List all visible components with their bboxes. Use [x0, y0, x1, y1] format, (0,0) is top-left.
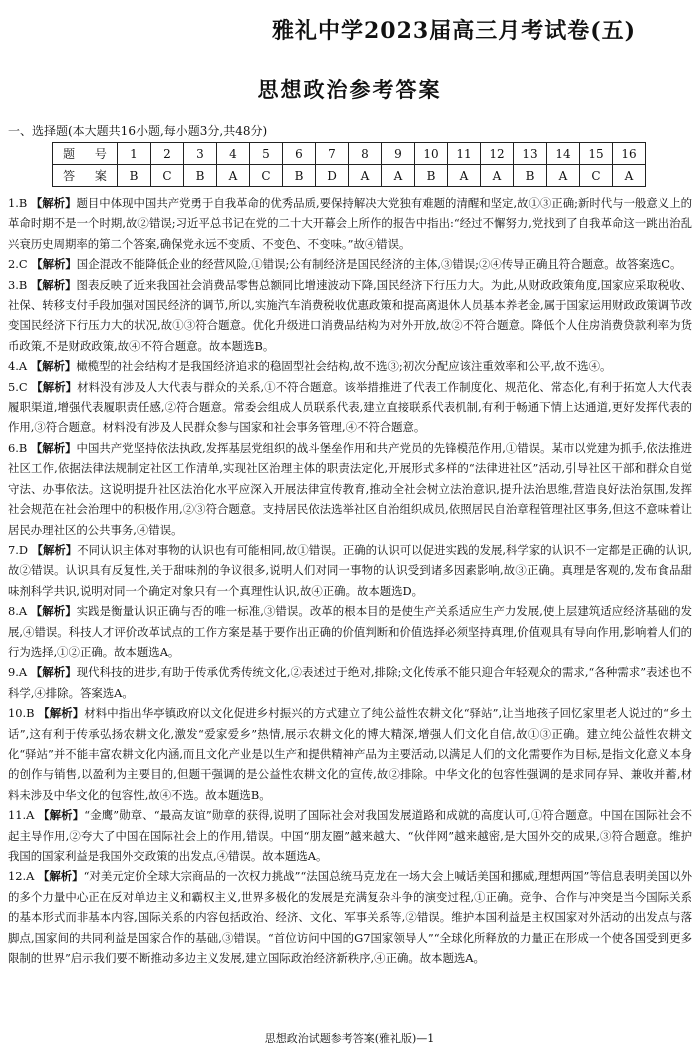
analysis-tag: 【解析】: [31, 542, 78, 557]
explanation-text: 题目中体现中国共产党勇于自我革命的优秀品质,要保持解决大党独有难题的清醒和坚定,故①③正确;新时代与一般意义上的革命时期不是一个时期,故②错误;习近平总书记在党的二十大开幕会上所作的报告中指出:“经过不懈努力,党找到了自我革命这一跳出治乱兴衰历史周期率的第二个答案,确保党永远不变质、不变色、不变味。”故④错误。: [8, 196, 692, 251]
question-answer-label: 2.C: [8, 257, 32, 272]
question-number-cell: 1: [118, 143, 151, 165]
explanation-text: “金鹰”勋章、“最高友谊”勋章的获得,说明了国际社会对我国发展道路和成就的高度认可,①符合题意。中国在国际社会不起主导作用,②夸大了中国在国际社会上的作用,错误。中国“朋友圈”越来越大、“伙伴网”越来越密,是大国外交的成果,③符合题意。维护我国的国家利益是我国外交政策的出发点,④错误。故本题选A。: [8, 808, 692, 863]
explanation-text-block: [8, 866, 692, 968]
analysis-tag: 【解析】: [30, 665, 77, 680]
answer-table-row-answers: [53, 165, 646, 187]
answer-cell: A: [349, 165, 382, 187]
question-answer-label: 12.A: [8, 869, 38, 884]
explanation-item: [8, 193, 692, 254]
analysis-tag: 【解析】: [30, 440, 77, 455]
explanation-text: 材料中指出华亭镇政府以文化促进乡村振兴的方式建立了纯公益性农耕文化“驿站”,让当地孩子回忆家里老人说过的“乡土话”,这有利于传承弘扬农耕文化,激发“爱家爱乡”热情,展示农耕文化的博大精深,增强人们文化自信,故①③正确。建立纯公益性农耕文化“驿站”并不能丰富农耕文化内涵,而且文化产业是以生产和提供精神产品为主要活动,以满足人们的文化需要作为目标,是指文化意义本身的创作与销售,以盈利为主要目的,但题干强调的是公益性农耕文化的宣传,故②排除。中华文化的包容性强调的是求同存异、兼收并蓄,材料未涉及中华文化的包容性,故④不选。故本题选B。: [8, 706, 692, 802]
page-title: 思想政治参考答案: [257, 77, 442, 102]
question-number-cell: 10: [415, 143, 448, 165]
answer-cell: A: [448, 165, 481, 187]
explanation-text: 图表反映了近来我国社会消费品零售总额同比增速波动下降,国民经济下行压力大。为此,从财政政策角度,国家应采取税收、社保、转移支付手段加强对国民经济的调节,所以,实施汽车消费税收优惠政策和提高离退休人员基本养老金,属于国家运用财政政策调节改变国民经济下行压力大的状况,故①③符合题意。优化升级进口消费品结构为对外开放,故②不符合题意。降低个人住房消费贷款利率为货币政策,不是财政政策,故④不符合题意。故本题选B。: [8, 277, 693, 353]
question-number-cell: 14: [547, 143, 580, 165]
question-number-cell: 9: [382, 143, 415, 165]
question-answer-label: 11.A: [8, 808, 39, 823]
explanation-item: [8, 377, 692, 438]
question-number-cell: 12: [481, 143, 514, 165]
question-answer-label: 10.B: [8, 706, 39, 721]
answer-cell: B: [118, 165, 151, 187]
answer-cell: C: [580, 165, 613, 187]
row-label-number: 题 号: [53, 143, 118, 165]
explanation-text-block: [8, 377, 692, 438]
answer-cell: D: [316, 165, 349, 187]
analysis-tag: 【解析】: [30, 196, 77, 210]
explanation-text: 橄榄型的社会结构才是我国经济追求的稳固型社会结构,故不选③;初次分配应该注重效率和公平,故不选④。: [76, 359, 612, 374]
explanation-text-block: [8, 662, 692, 703]
analysis-tag: 【解析】: [38, 808, 85, 823]
explanation-text-block: [8, 275, 692, 357]
page-footer: 思想政治试题参考答案(雅礼版)—1: [264, 1032, 435, 1045]
question-answer-label: 8.A: [8, 604, 31, 619]
explanation-text-block: [8, 193, 692, 254]
question-answer-label: 5.C: [8, 379, 32, 394]
explanation-text-block: [8, 438, 692, 540]
question-number-cell: 5: [250, 143, 283, 165]
explanation-text-block: [8, 703, 692, 805]
answer-cell: A: [547, 165, 580, 187]
analysis-tag: 【解析】: [37, 869, 84, 884]
section-title: 一、选择题(本大题共16小题,每小题3分,共48分): [8, 124, 268, 138]
question-number-cell: 8: [349, 143, 382, 165]
analysis-tag: 【解析】: [30, 604, 77, 619]
exam-header-title: 雅礼中学2023届高三月考试卷(五): [272, 18, 637, 44]
question-number-cell: 15: [580, 143, 613, 165]
explanation-item: [8, 662, 692, 703]
explanation-text-block: [8, 356, 692, 376]
answer-cell: B: [184, 165, 217, 187]
answer-cell: A: [613, 165, 646, 187]
question-answer-label: 6.B: [8, 440, 31, 455]
explanation-text-block: [8, 254, 692, 274]
answer-cell: C: [250, 165, 283, 187]
question-number-cell: 13: [514, 143, 547, 165]
answer-cell: A: [481, 165, 514, 187]
answer-cell: A: [382, 165, 415, 187]
analysis-tag: 【解析】: [30, 359, 77, 374]
question-answer-label: 1.B: [8, 196, 31, 210]
analysis-tag: 【解析】: [38, 706, 85, 721]
question-answer-label: 9.A: [8, 665, 31, 680]
explanation-item: [8, 540, 692, 601]
answer-cell: A: [217, 165, 250, 187]
question-number-cell: 4: [217, 143, 250, 165]
explanation-text-block: [8, 805, 692, 866]
answer-cell: B: [514, 165, 547, 187]
explanation-item: [8, 866, 692, 968]
explanation-item: [8, 275, 692, 357]
explanation-item: [8, 703, 692, 805]
row-label-answer: 答 案: [53, 165, 118, 187]
question-number-cell: 11: [448, 143, 481, 165]
explanation-text: 实践是衡量认识正确与否的唯一标准,③错误。改革的根本目的是使生产关系适应生产力发展,使上层建筑适应经济基础的发展,④错误。科技人才评价改革试点的工作方案是基于要作出正确的价值判断和价值选择必须坚持真理,价值观具有导向作用,影响着人们的行为选择,①②正确。故本题选A。: [8, 604, 692, 659]
explanation-text-block: [8, 601, 692, 662]
explanation-text: 中国共产党坚持依法执政,发挥基层党组织的战斗堡垒作用和共产党员的先锋模范作用,①错误。某市以党建为抓手,依法推进社区工作,依据法律法规制定社区工作清单,实现社区治理主体的职责法定化,开展形式多样的“法律进社区”活动,引导社区干部和群众自觉守法、办事依法。这说明提升社区法治化水平应深入开展法律宣传教育,推动全社会树立法治意识,提升法治思维,营造良好法治氛围,发挥社会规范在社会治理中的积极作用,②③符合题意。支持居民依法选举社区自治组织成员,依照居民自治章程管理社区事务,但这不意味着让居民办理社区的公共事务,④错误。: [8, 440, 693, 537]
explanation-item: [8, 438, 692, 540]
question-number-cell: 7: [316, 143, 349, 165]
explanation-text: “对美元定价全球大宗商品的一次权力挑战”“法国总统马克龙在一场大会上喊话美国和挪威,理想两国”等信息表明美国以外的多个力量中心正在反对单边主义和霸权主义,世界多极化的发展是充满复杂斗争的演变过程,①正确。竞争、合作与冲突是当今国际关系的基本形式而非基本内容,国际关系的内容包括政治、经济、文化、军事关系等,②错误。维护本国利益是主权国家对外活动的出发点与落脚点,国家间的共同利益是国家合作的基础,③错误。“首位访问中国的G7国家领导人”“全球化所释放的力量正在形成一个使各国受到更多限制的世界”启示我们要不断推动多边主义发展,建立国际政治经济新秩序,④正确。故本题选A。: [8, 869, 692, 966]
explanation-text-block: [8, 540, 692, 601]
question-number-cell: 16: [613, 143, 646, 165]
analysis-tag: 【解析】: [31, 379, 78, 394]
question-number-cell: 6: [283, 143, 316, 165]
explanation-item: [8, 356, 692, 376]
answer-cell: B: [283, 165, 316, 187]
explanations: [8, 193, 692, 968]
explanation-item: [8, 805, 692, 866]
explanation-text: 现代科技的进步,有助于传承优秀传统文化,②表述过于绝对,排除;文化传承不能只迎合年轻观众的需求,“各种需求”表述也不科学,④排除。答案选A。: [8, 665, 692, 700]
explanation-text: 不同认识主体对事物的认识也有可能相同,故①错误。正确的认识可以促进实践的发展,科学家的认识不一定都是正确的认识,故②错误。认识具有反复性,关于甜味剂的争议很多,说明人们对同一事物的认识受到诸多因素影响,故③正确。真理是客观的,发布食品甜味剂科学共识,说明对同一个确定对象只有一个真理性认识,故④正确。故本题选D。: [8, 542, 692, 598]
question-answer-label: 4.A: [8, 359, 31, 374]
question-answer-label: 3.B: [8, 277, 31, 292]
question-number-cell: 3: [184, 143, 217, 165]
answer-table: [52, 142, 646, 187]
analysis-tag: 【解析】: [31, 257, 77, 272]
explanation-item: [8, 254, 692, 274]
question-number-cell: 2: [151, 143, 184, 165]
explanation-text: 材料没有涉及人大代表与群众的关系,①不符合题意。该举措推进了代表工作制度化、规范化、常态化,有利于拓宽人大代表履职渠道,增强代表履职责任感,②符合题意。常委会组成人员联系代表,建立直接联系代表机制,有利于畅通下情上达通道,更好发挥代表的作用,③符合题意。材料没有涉及人民群众参与国家和社会事务管理,④不符合题意。: [8, 379, 692, 435]
question-answer-label: 7.D: [8, 542, 32, 557]
analysis-tag: 【解析】: [30, 277, 77, 292]
answer-cell: C: [151, 165, 184, 187]
explanation-item: [8, 601, 692, 662]
answer-table-row-numbers: [53, 143, 646, 165]
explanation-text: 国企混改不能降低企业的经营风险,①错误;公有制经济是国民经济的主体,③错误;②④传导正确且符合题意。故答案选C。: [76, 257, 682, 272]
answer-cell: B: [415, 165, 448, 187]
